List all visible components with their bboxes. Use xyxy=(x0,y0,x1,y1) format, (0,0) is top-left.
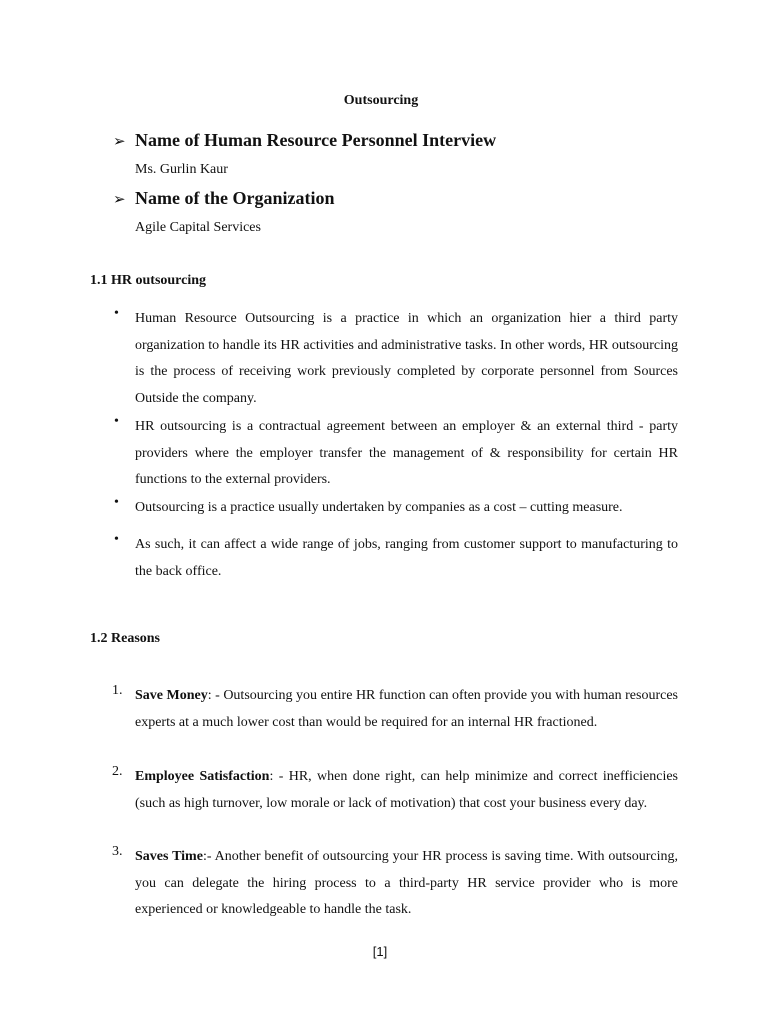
document-title: Outsourcing xyxy=(343,93,419,108)
list-number: 2. xyxy=(112,764,123,779)
heading-organization-label: Name of the Organization xyxy=(135,188,335,208)
bullet-icon: • xyxy=(114,532,119,547)
list-item-text xyxy=(135,683,678,736)
reason-body: :- Another benefit of outsourcing your HR process is saving time. With outsourcing, you can delegate the hiring process to a third-party HR service provider who is more experienced or knowledgeable to handle the task. xyxy=(135,849,678,917)
heading-hr-personnel xyxy=(113,130,496,151)
heading-hr-personnel-label: Name of Human Resource Personnel Interview xyxy=(135,130,497,150)
list-item-text: Human Resource Outsourcing is a practice in which an organization hier a third party organization to handle its HR activities and administrative tasks. In other words, HR outsourcing is the process of receiving work previously completed by corporate personnel from Sources Outside the company. xyxy=(135,311,678,406)
list-item-text xyxy=(135,764,678,817)
reason-lead: Save Money xyxy=(135,688,208,703)
page-number: [1] xyxy=(372,944,388,959)
bullet-icon: • xyxy=(114,414,119,429)
list-item-text: Outsourcing is a practice usually undertaken by companies as a cost – cutting measure. xyxy=(135,500,623,515)
arrow-bullet-icon: ➢ xyxy=(113,134,126,150)
hr-personnel-name: Ms. Gurlin Kaur xyxy=(135,162,228,177)
list-number: 1. xyxy=(112,683,123,698)
section-heading-hr-outsourcing: 1.1 HR outsourcing xyxy=(90,273,207,288)
list-number: 3. xyxy=(112,844,123,859)
reason-lead: Saves Time xyxy=(135,849,203,864)
list-item-text: HR outsourcing is a contractual agreement between an employer & an external third - party providers where the employer transfer the management of & responsibility for certain HR functions to the external providers. xyxy=(135,419,678,487)
arrow-bullet-icon: ➢ xyxy=(113,192,126,208)
list-item-text xyxy=(135,844,678,924)
section-heading-reasons: 1.2 Reasons xyxy=(90,631,161,646)
heading-organization xyxy=(113,188,334,209)
reason-body: : - Outsourcing you entire HR function can often provide you with human resources experts at a much lower cost than would be required for an internal HR fractioned. xyxy=(135,688,678,730)
list-item-text: As such, it can affect a wide range of jobs, ranging from customer support to manufacturing to the back office. xyxy=(135,537,678,579)
organization-name: Agile Capital Services xyxy=(135,220,261,235)
bullet-icon: • xyxy=(114,495,119,510)
reason-body: : - HR, when done right, can help minimize and correct inefficiencies (such as high turnover, low morale or lack of motivation) that cost your business every day. xyxy=(135,769,678,811)
reason-lead: Employee Satisfaction xyxy=(135,769,270,784)
bullet-icon: • xyxy=(114,306,119,321)
